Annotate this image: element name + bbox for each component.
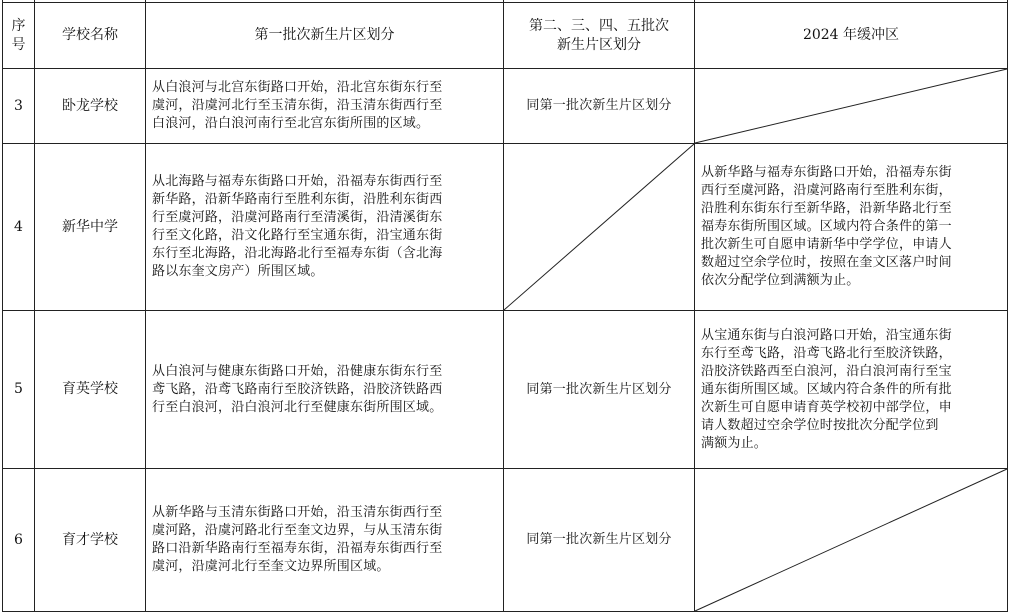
header-school-name: 学校名称 — [62, 27, 118, 43]
school-name: 新华中学 — [62, 218, 118, 235]
row-index: 6 — [14, 531, 23, 548]
header-buffer-2024: 2024 年缓冲区 — [802, 27, 900, 43]
school-name: 育才学校 — [62, 531, 118, 548]
later-batches-zone: 同第一批次新生片区划分 — [526, 532, 672, 547]
first-batch-zone: 从白浪河与北宫东街路口开始，沿北宫东街东行至 虞河，沿虞河北行至玉清东街，沿玉清东街西行至 白浪河，沿白浪河南行至北宫东街所围的区域。 — [152, 80, 443, 131]
header-index: 序 号 — [11, 17, 26, 53]
header-later-batches: 第二、三、四、五批次 新生片区划分 — [529, 17, 669, 53]
later-batches-zone: 同第一批次新生片区划分 — [526, 381, 672, 397]
empty-cell-slash — [695, 469, 1007, 611]
later-batches-zone: 同第一批次新生片区划分 — [526, 98, 672, 113]
row-index: 3 — [14, 97, 23, 114]
first-batch-zone: 从北海路与福寿东街路口开始，沿福寿东街西行至 新华路，沿新华路南行至胜利东街，沿胜利东街西 行至虞河路，沿虞河路南行至清溪街，沿清溪街东 行至文化路，沿文化路行至宝通东街，沿宝通东街 东行至北海路，沿北海路北行至福寿东街（含北海 路以东奎文房产）所围区域。 — [152, 174, 443, 279]
school-name: 卧龙学校 — [62, 97, 118, 114]
school-name: 育英学校 — [62, 381, 118, 397]
buffer-zone: 从宝通东街与白浪河路口开始，沿宝通东街 东行至鸢飞路，沿鸢飞路北行至胶济铁路， 沿胶济铁路西至白浪河，沿白浪河南行至宝 通东街所围区域。区域内符合条件的所有批 次新生可自愿申请育英学校初中部学位，申 请人数超过空余学位时按批次分配学位到 满额为止。 — [701, 327, 952, 451]
header-first-batch: 第一批次新生片区划分 — [254, 27, 395, 43]
first-batch-zone: 从新华路与玉清东街路口开始，沿玉清东街西行至 虞河路，沿虞河路北行至奎文边界，与从玉清东街 路口沿新华路南行至福寿东街，沿福寿东街西行至 虞河，沿虞河北行至奎文边界所围区域。 — [152, 505, 443, 574]
row-index: 5 — [14, 381, 23, 397]
empty-cell-slash — [695, 69, 1007, 143]
table-border — [2, 611, 1008, 612]
first-batch-zone: 从白浪河与健康东街路口开始，沿健康东街东行至 鸢飞路，沿鸢飞路南行至胶济铁路，沿胶济铁路西 行至白浪河，沿白浪河北行至健康东街所围区域。 — [152, 363, 443, 415]
row-index: 4 — [14, 218, 23, 235]
empty-cell-slash — [504, 144, 694, 310]
buffer-zone: 从新华路与福寿东街路口开始，沿福寿东街 西行至虞河路，沿虞河路南行至胜利东街， 沿胜利东街东行至新华路，沿新华路北行至 福寿东街所围区域。区域内符合条件的第一 批次新生可自愿申请新华中学学位，申请人 数超过空余学位时，按照在奎文区落户时间 依次分配学位到满额为止。 — [701, 165, 952, 288]
table-border — [1007, 0, 1008, 611]
